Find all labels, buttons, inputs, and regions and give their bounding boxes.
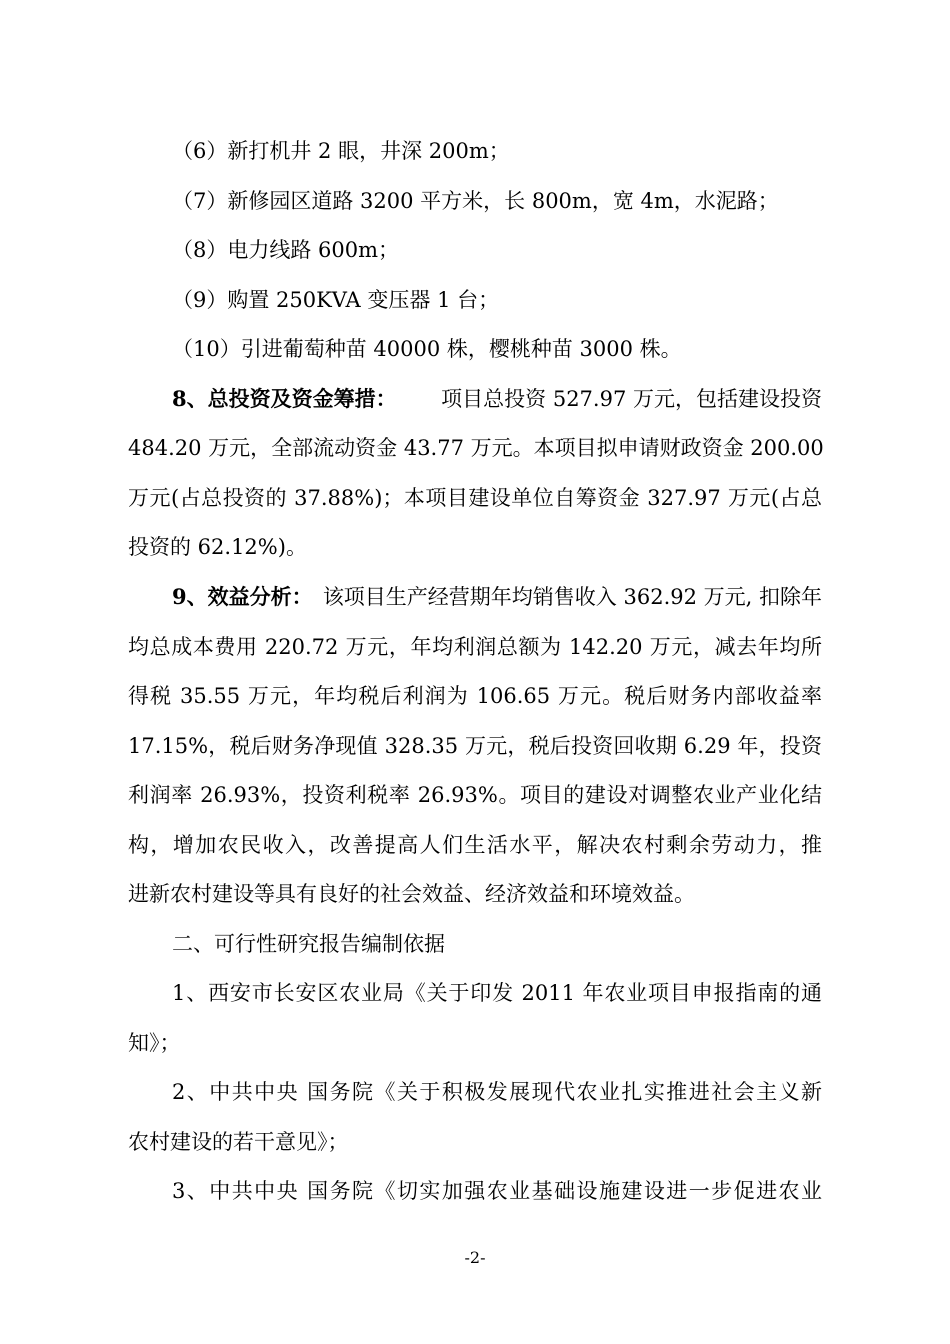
section9-text: 该项目生产经营期年均销售收入 362.92 万元, 扣除年 <box>322 585 822 609</box>
section8-text: 项目总投资 527.97 万元，包括建设投资 <box>441 387 822 411</box>
item-7: （7）新修园区道路 3200 平方米，长 800m，宽 4m，水泥路； <box>172 189 779 213</box>
item-8: （8）电力线路 600m； <box>172 238 400 262</box>
section8-heading: 8、总投资及资金筹措： <box>172 386 397 411</box>
section9-line-5: 利润率 26.93%，投资利税率 26.93%。项目的建设对调整农业产业化结 <box>128 783 822 807</box>
item-9: （9）购置 250KVA 变压器 1 台； <box>172 288 500 312</box>
page-number: -2- <box>464 1248 486 1267</box>
reference-1-line-2: 知》； <box>128 1031 181 1055</box>
item-6: （6）新打机井 2 眼，井深 200m； <box>172 139 510 163</box>
reference-1-line-1: 1、西安市长安区农业局《关于印发 2011 年农业项目申报指南的通 <box>172 981 822 1005</box>
section9-heading: 9、效益分析： <box>172 584 313 609</box>
reference-3-line-1: 3、中共中央 国务院《切实加强农业基础设施建设进一步促进农业 <box>172 1179 822 1203</box>
item-10: （10）引进葡萄种苗 40000 株，樱桃种苗 3000 株。 <box>172 337 682 361</box>
section8-first-line <box>172 384 822 414</box>
section9-line-7: 进新农村建设等具有良好的社会效益、经济效益和环境效益。 <box>128 882 695 906</box>
section9-line-6: 构，增加农民收入，改善提高人们生活水平，解决农村剩余劳动力，推 <box>128 833 822 857</box>
reference-2-line-1: 2、中共中央 国务院《关于积极发展现代农业扎实推进社会主义新 <box>172 1080 822 1104</box>
reference-2-line-2: 农村建设的若干意见》； <box>128 1130 349 1154</box>
section8-line-2: 484.20 万元，全部流动资金 43.77 万元。本项目拟申请财政资金 200.00 <box>128 436 824 460</box>
section9-line-2: 均总成本费用 220.72 万元，年均利润总额为 142.20 万元，减去年均所 <box>128 635 822 659</box>
section8-line-3: 万元(占总投资的 37.88%)；本项目建设单位自筹资金 327.97 万元(占总 <box>128 486 822 510</box>
section-title: 二、可行性研究报告编制依据 <box>172 932 445 956</box>
section9-line-4: 17.15%，税后财务净现值 328.35 万元，税后投资回收期 6.29 年，投资 <box>128 734 822 758</box>
section9-line-3: 得税 35.55 万元，年均税后利润为 106.65 万元。税后财务内部收益率 <box>128 684 822 708</box>
section9-first-line <box>172 582 822 612</box>
section8-line-4: 投资的 62.12%)。 <box>128 535 307 559</box>
